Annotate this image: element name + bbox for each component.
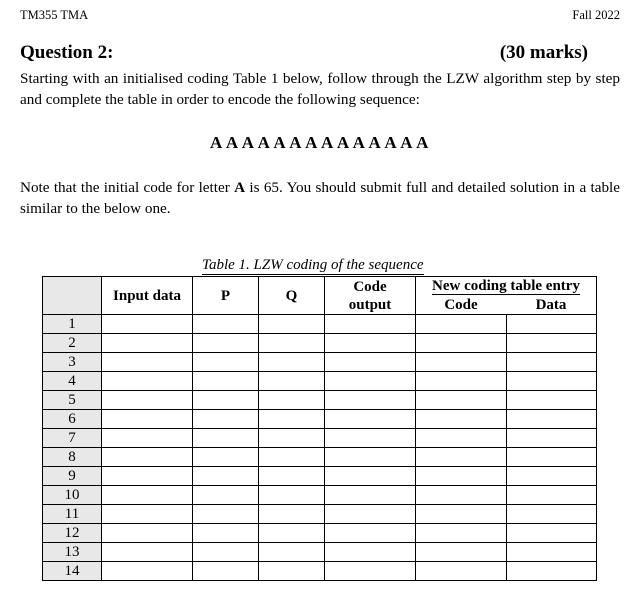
input-cell[interactable] <box>102 524 193 543</box>
p-cell[interactable] <box>193 429 259 448</box>
code-output-cell[interactable] <box>325 353 416 372</box>
q-cell[interactable] <box>259 334 325 353</box>
row-number: 6 <box>43 410 102 429</box>
header-row-number <box>43 277 102 315</box>
p-cell[interactable] <box>193 543 259 562</box>
table-row <box>43 372 597 391</box>
row-number: 1 <box>43 315 102 334</box>
code-output-cell[interactable] <box>325 334 416 353</box>
note-prefix: Note that the initial code for letter <box>20 179 235 196</box>
header-code-output-line1: Code <box>353 278 387 295</box>
note-suffix: is 65. You should submit full and detailed solution in a table similar to the below one. <box>20 179 621 217</box>
input-cell[interactable] <box>102 467 193 486</box>
input-sequence: A A A A A A A A A A A A A A <box>210 133 429 152</box>
p-cell[interactable] <box>193 391 259 410</box>
new-data-cell[interactable] <box>506 391 597 410</box>
row-number: 3 <box>43 353 102 372</box>
new-code-cell[interactable] <box>416 315 507 334</box>
question-note <box>20 177 620 219</box>
table-row <box>43 429 597 448</box>
input-cell[interactable] <box>102 486 193 505</box>
row-number: 2 <box>43 334 102 353</box>
code-output-cell[interactable] <box>325 429 416 448</box>
row-number: 9 <box>43 467 102 486</box>
code-output-cell[interactable] <box>325 486 416 505</box>
question-marks: (30 marks) <box>499 42 588 63</box>
q-cell[interactable] <box>259 448 325 467</box>
input-cell[interactable] <box>102 410 193 429</box>
q-cell[interactable] <box>259 429 325 448</box>
table-row <box>43 562 597 581</box>
new-code-cell[interactable] <box>416 334 507 353</box>
row-number: 8 <box>43 448 102 467</box>
q-cell[interactable] <box>259 562 325 581</box>
q-cell[interactable] <box>259 391 325 410</box>
q-cell[interactable] <box>259 410 325 429</box>
table-row <box>43 334 597 353</box>
new-data-cell[interactable] <box>506 353 597 372</box>
header-code-output <box>325 277 416 315</box>
new-data-cell[interactable] <box>506 505 597 524</box>
header-p: P <box>193 277 259 315</box>
input-cell[interactable] <box>102 334 193 353</box>
p-cell[interactable] <box>193 467 259 486</box>
new-code-cell[interactable] <box>416 505 507 524</box>
new-data-cell[interactable] <box>506 562 597 581</box>
q-cell[interactable] <box>259 543 325 562</box>
header-new-entry <box>416 277 597 296</box>
p-cell[interactable] <box>193 334 259 353</box>
code-output-cell[interactable] <box>325 505 416 524</box>
table-caption: Table 1. LZW coding of the sequence <box>202 257 424 273</box>
new-code-cell[interactable] <box>416 543 507 562</box>
table-row <box>43 524 597 543</box>
new-data-cell[interactable] <box>506 543 597 562</box>
code-output-cell[interactable] <box>325 562 416 581</box>
table-row <box>43 353 597 372</box>
row-number: 5 <box>43 391 102 410</box>
header-code-output-line2: output <box>348 296 392 313</box>
code-output-cell[interactable] <box>325 391 416 410</box>
input-cell[interactable] <box>102 429 193 448</box>
new-code-cell[interactable] <box>416 429 507 448</box>
p-cell[interactable] <box>193 448 259 467</box>
q-cell[interactable] <box>259 524 325 543</box>
header-term: Fall 2022 <box>572 8 620 22</box>
input-cell[interactable] <box>102 315 193 334</box>
header-data: Data <box>506 296 597 315</box>
q-cell[interactable] <box>259 505 325 524</box>
new-data-cell[interactable] <box>506 486 597 505</box>
table-row <box>43 410 597 429</box>
code-output-cell[interactable] <box>325 315 416 334</box>
new-code-cell[interactable] <box>416 410 507 429</box>
p-cell[interactable] <box>193 486 259 505</box>
input-cell[interactable] <box>102 448 193 467</box>
new-code-cell[interactable] <box>416 372 507 391</box>
q-cell[interactable] <box>259 486 325 505</box>
code-output-cell[interactable] <box>325 543 416 562</box>
new-code-cell[interactable] <box>416 486 507 505</box>
new-code-cell[interactable] <box>416 448 507 467</box>
table-row <box>43 467 597 486</box>
new-data-cell[interactable] <box>506 467 597 486</box>
code-output-cell[interactable] <box>325 524 416 543</box>
new-data-cell[interactable] <box>506 372 597 391</box>
p-cell[interactable] <box>193 562 259 581</box>
code-output-cell[interactable] <box>325 448 416 467</box>
input-cell[interactable] <box>102 505 193 524</box>
note-letter: A <box>234 179 246 196</box>
q-cell[interactable] <box>259 467 325 486</box>
table-row <box>43 505 597 524</box>
table-row <box>43 543 597 562</box>
input-cell[interactable] <box>102 372 193 391</box>
code-output-cell[interactable] <box>325 372 416 391</box>
p-cell[interactable] <box>193 524 259 543</box>
code-output-cell[interactable] <box>325 410 416 429</box>
row-number: 4 <box>43 372 102 391</box>
question-intro: Starting with an initialised coding Table 1 below, follow through the LZW algorithm step by step and complete the table in order to encode the following sequence: <box>20 70 620 108</box>
header-new-entry-label: New coding table entry <box>432 278 580 295</box>
table-row <box>43 486 597 505</box>
input-cell[interactable] <box>102 562 193 581</box>
new-data-cell[interactable] <box>506 448 597 467</box>
q-cell[interactable] <box>259 372 325 391</box>
lzw-table <box>42 276 597 581</box>
new-data-cell[interactable] <box>506 315 597 334</box>
table-row <box>43 391 597 410</box>
code-output-cell[interactable] <box>325 467 416 486</box>
input-cell[interactable] <box>102 391 193 410</box>
q-cell[interactable] <box>259 353 325 372</box>
row-number: 12 <box>43 524 102 543</box>
input-cell[interactable] <box>102 543 193 562</box>
row-number: 14 <box>43 562 102 581</box>
header-input-data: Input data <box>102 277 193 315</box>
row-number: 13 <box>43 543 102 562</box>
q-cell[interactable] <box>259 315 325 334</box>
p-cell[interactable] <box>193 353 259 372</box>
header-course-code: TM355 TMA <box>20 8 89 22</box>
p-cell[interactable] <box>193 372 259 391</box>
row-number: 11 <box>43 505 102 524</box>
header-code: Code <box>416 296 507 315</box>
p-cell[interactable] <box>193 505 259 524</box>
row-number: 10 <box>43 486 102 505</box>
header-q: Q <box>259 277 325 315</box>
table-row <box>43 448 597 467</box>
new-code-cell[interactable] <box>416 467 507 486</box>
new-code-cell[interactable] <box>416 391 507 410</box>
new-code-cell[interactable] <box>416 562 507 581</box>
p-cell[interactable] <box>193 410 259 429</box>
new-data-cell[interactable] <box>506 410 597 429</box>
table-row <box>43 315 597 334</box>
input-cell[interactable] <box>102 353 193 372</box>
new-data-cell[interactable] <box>506 429 597 448</box>
question-title: Question 2: <box>20 42 114 63</box>
new-data-cell[interactable] <box>506 524 597 543</box>
row-number: 7 <box>43 429 102 448</box>
new-data-cell[interactable] <box>506 334 597 353</box>
new-code-cell[interactable] <box>416 353 507 372</box>
p-cell[interactable] <box>193 315 259 334</box>
new-code-cell[interactable] <box>416 524 507 543</box>
